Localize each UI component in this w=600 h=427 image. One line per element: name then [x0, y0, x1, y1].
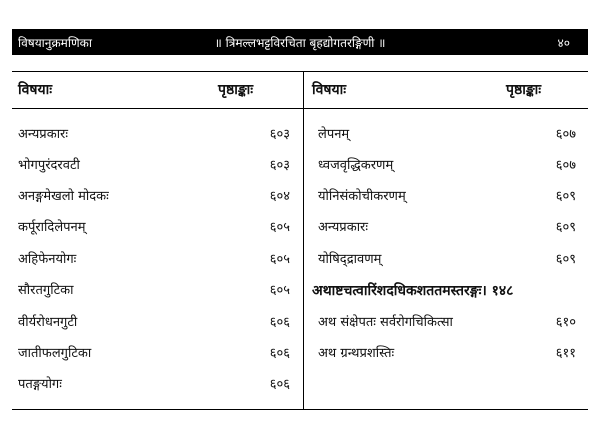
- table-header-rule: [12, 108, 588, 109]
- left-subject-heading: विषयाः: [18, 82, 53, 98]
- entry-page: ६०३: [269, 158, 290, 173]
- entry-title: जातीफलगुटिका: [18, 346, 92, 361]
- entry-page: ६०९: [555, 220, 576, 235]
- entry-title: पतङ्गयोगः: [18, 377, 62, 392]
- entry-title: सौरतगुटिका: [18, 283, 74, 298]
- entry-title: अन्यप्रकारः: [18, 127, 68, 142]
- page-header: [12, 29, 588, 55]
- header-page-number: ४०: [557, 36, 570, 50]
- header-section-label: विषयानुक्रमणिका: [18, 36, 92, 50]
- entry-page: ६०७: [555, 158, 576, 173]
- column-divider: [303, 72, 304, 410]
- entry-title: ध्वजवृद्धिकरणम्: [318, 158, 394, 173]
- entry-page: ६०५: [269, 283, 290, 298]
- entry-page: ६०५: [269, 220, 290, 235]
- entry-page: ६०६: [269, 377, 290, 392]
- entry-title: योषिद्द्रावणम्: [318, 252, 382, 267]
- entry-page: ६०६: [269, 315, 290, 330]
- entry-title: योनिसंकोचीकरणम्: [318, 189, 406, 204]
- entry-page: ६०९: [555, 189, 576, 204]
- entry-page: ६१०: [555, 315, 576, 330]
- entry-page: ६०७: [555, 127, 576, 142]
- entry-title: अथ संक्षेपतः सर्वरोगचिकित्सा: [318, 315, 453, 330]
- chapter-heading: अथाष्टचत्वारिंशदधिकशततमस्तरङ्गः। १४८: [312, 283, 514, 299]
- header-book-title: ॥ त्रिमल्लभट्टविरचिता बृहद्योगतरङ्गिणी ॥: [214, 36, 386, 50]
- entry-page: ६०३: [269, 127, 290, 142]
- entry-page: ६०५: [269, 252, 290, 267]
- entry-page: ६०६: [269, 346, 290, 361]
- entry-title: अथ ग्रन्थप्रशस्तिः: [318, 346, 395, 361]
- entry-page: ६११: [555, 346, 576, 361]
- left-page-heading: पृष्ठाङ्काः: [218, 82, 254, 98]
- entry-page: ६०९: [555, 252, 576, 267]
- entry-title: लेपनम्: [318, 127, 350, 142]
- entry-title: भोगपुरंदरवटी: [18, 158, 80, 173]
- right-subject-heading: विषयाः: [312, 82, 347, 98]
- entry-title: अन्यप्रकारः: [318, 220, 368, 235]
- table-bottom-rule: [12, 409, 588, 410]
- entry-title: अहिफेनयोगः: [18, 252, 77, 267]
- entry-title: कर्पूरादिलेपनम्: [18, 220, 86, 235]
- entry-page: ६०४: [269, 189, 290, 204]
- entry-title: वीर्यरोधनगुटी: [18, 315, 78, 330]
- table-top-rule: [12, 71, 588, 72]
- right-page-heading: पृष्ठाङ्काः: [506, 82, 542, 98]
- entry-title: अनङ्गमेखलो मोदकः: [18, 189, 109, 204]
